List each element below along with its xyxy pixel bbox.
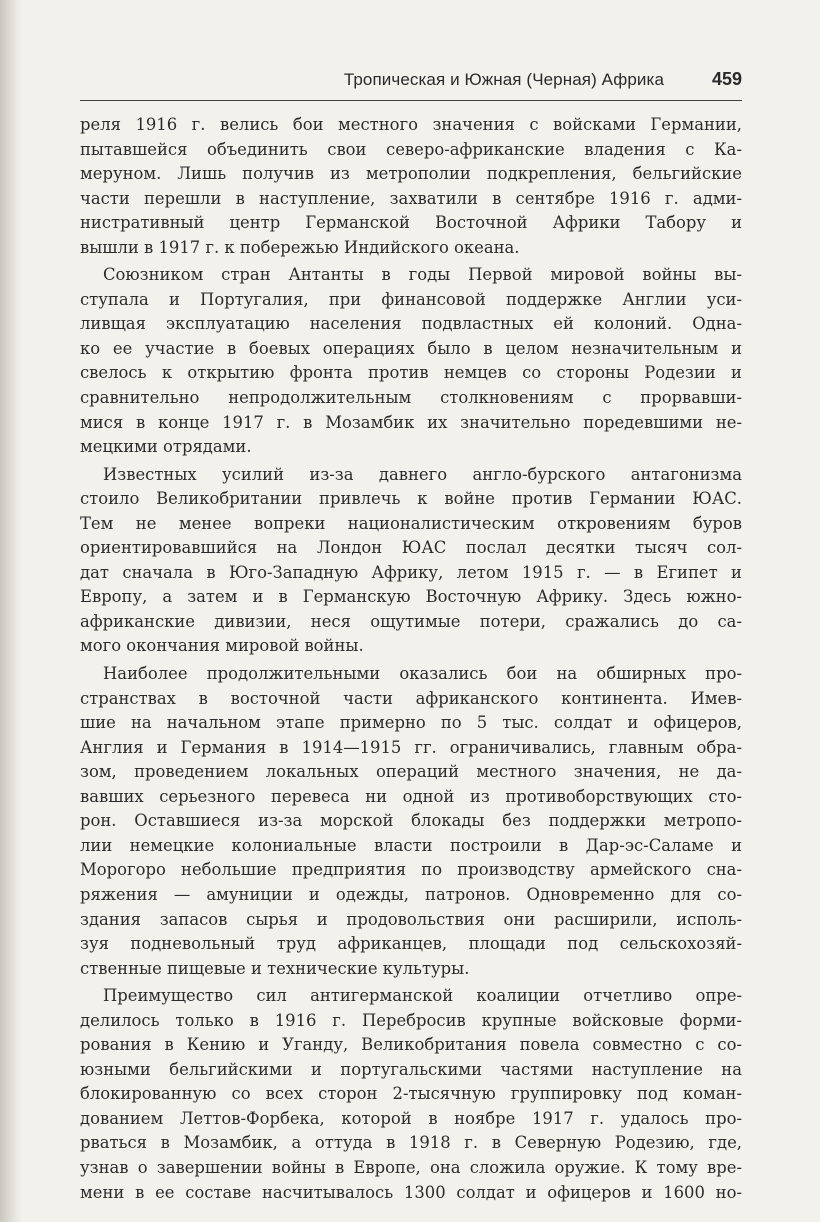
text-line: странствах в восточной части африканского континента. Имев- <box>80 688 742 708</box>
text-line: здания запасов сырья и продовольствия они расширили, исполь- <box>80 909 742 929</box>
running-title: Тропическая и Южная (Черная) Африка <box>343 70 664 89</box>
text-line: мецкими отрядами. <box>80 437 252 457</box>
text-line: сравнительно непродолжительным столкновениям с прорвавши- <box>80 388 742 408</box>
text-line: дат сначала в Юго-Западную Африку, летом 1915 г. — в Египет и <box>80 562 742 582</box>
text-line: Тем не менее вопреки националистическим откровениям буров <box>80 513 742 533</box>
page-number: 459 <box>711 69 742 89</box>
text-line: свелось к открытию фронта против немцев со стороны Родезии и <box>80 363 742 383</box>
text-line: юзными бельгийскими и португальскими частями наступление на <box>80 1059 742 1079</box>
text-line: нистративный центр Германской Восточной Африки Табору и <box>80 213 742 233</box>
text-line: зуя подневольный труд африканцев, площади под сельскохозяй- <box>80 934 742 954</box>
text-line: реля 1916 г. велись бои местного значения с войсками Германии, <box>80 115 742 134</box>
text-line: части перешли в наступление, захватили в сентябре 1916 г. адми- <box>80 188 742 208</box>
text-line: дованием Леттов-Форбека, которой в ноябре 1917 г. удалось про- <box>80 1108 742 1128</box>
text-line: мися в конце 1917 г. в Мозамбик их значительно поредевшими не- <box>80 412 742 432</box>
text-line: ливщая эксплуатацию населения подвластных ей колоний. Одна- <box>80 314 742 334</box>
text-line: стоило Великобритании привлечь к войне против Германии ЮАС. <box>80 489 742 509</box>
page-header <box>80 66 742 101</box>
text-line: лии немецкие колониальные власти построили в Дар-эс-Саламе и <box>80 835 742 855</box>
text-line: пытавшейся объединить свои северо-африканские владения с Ка- <box>80 139 742 159</box>
text-line: Европу, а затем и в Германскую Восточную Африку. Здесь южно- <box>80 587 742 607</box>
text-line: зом, проведением локальных операций местного значения, не да- <box>80 762 742 782</box>
text-line: Известных усилий из-за давнего англо-бурского антагонизма <box>103 464 742 484</box>
text-line: вавших серьезного перевеса ни одной из противоборствующих сто- <box>80 786 742 806</box>
text-line: рон. Оставшиеся из-за морской блокады без поддержки метропо- <box>80 811 742 831</box>
text-line: ступала и Португалия, при финансовой поддержке Англии уси- <box>80 289 742 309</box>
text-line: рования в Кению и Уганду, Великобритания повела совместно с со- <box>80 1035 742 1055</box>
text-line: Преимущество сил антигерманской коалиции отчетливо опре- <box>103 986 742 1006</box>
text-line: меруном. Лишь получив из метрополии подкрепления, бельгийские <box>80 164 742 184</box>
text-line: ориентировавшийся на Лондон ЮАС послал десятки тысяч сол- <box>80 538 742 558</box>
text-line: ряжения — амуниции и одежды, патронов. Одновременно для со- <box>80 884 742 904</box>
book-spine-shadow <box>0 0 22 1222</box>
text-line: блокированную со всех сторон 2-тысячную группировку под коман- <box>80 1084 742 1104</box>
text-line: узнав о завершении войны в Европе, она сложила оружие. К тому вре- <box>80 1157 742 1177</box>
text-line: Союзником стран Антанты в годы Первой мировой войны вы- <box>103 265 742 285</box>
text-line: делилось только в 1916 г. Перебросив крупные войсковые форми- <box>80 1010 742 1030</box>
text-line: Морогоро небольшие предприятия по производству армейского сна- <box>80 860 742 880</box>
text-line: африканские дивизии, неся ощутимые потери, сражались до са- <box>80 611 742 631</box>
text-line: ко ее участие в боевых операциях было в целом незначительным и <box>80 338 742 358</box>
text-line: шие на начальном этапе примерно по 5 тыс. солдат и офицеров, <box>80 713 742 733</box>
body-text <box>80 113 742 1205</box>
text-line: вышли в 1917 г. к побережью Индийского океана. <box>80 237 520 257</box>
text-line: Англия и Германия в 1914—1915 гг. ограничивались, главным обра- <box>80 737 742 757</box>
text-line: ственные пищевые и технические культуры. <box>80 958 470 978</box>
text-line: мени в ее составе насчитывалось 1300 солдат и офицеров и 1600 но- <box>80 1182 742 1202</box>
text-line: мого окончания мировой войны. <box>80 636 364 656</box>
text-line: рваться в Мозамбик, а оттуда в 1918 г. в Северную Родезию, где, <box>80 1133 742 1153</box>
text-line: Наиболее продолжительными оказались бои на обширных про- <box>103 664 742 684</box>
